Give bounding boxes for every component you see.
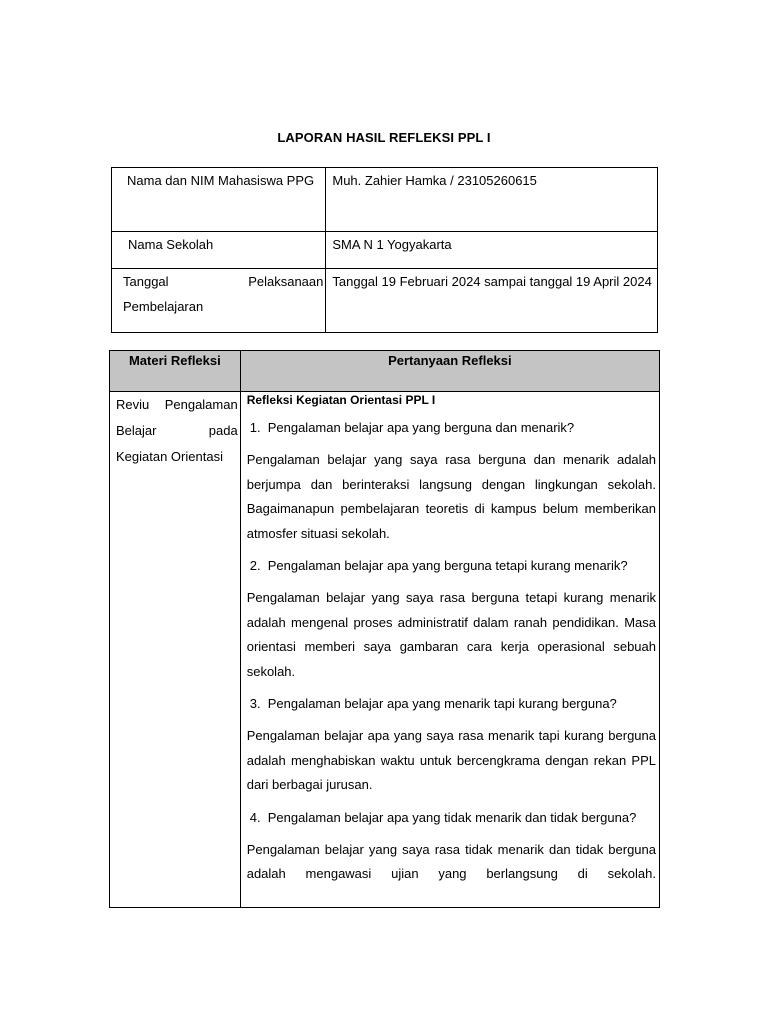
info-value-school: SMA N 1 Yogyakarta: [326, 232, 658, 269]
section-title: Refleksi Kegiatan Orientasi PPL I: [246, 393, 436, 407]
document-title: LAPORAN HASIL REFLEKSI PPL I: [277, 130, 491, 145]
answer-text: Pengalaman belajar yang saya rasa berguna tetapi kurang menarik adalah mengenal proses administratif dalam ranah pendidikan. Masa orientasi memberi saya gambaran cara kerja operasional sebuah sekolah.: [246, 590, 656, 679]
question-item: [247, 692, 656, 716]
info-table: [111, 167, 658, 333]
question-number: 4.: [249, 809, 261, 825]
answer-text: Pengalaman belajar yang saya rasa berguna dan menarik adalah berjumpa dan berinteraksi langsung dengan lingkungan sekolah. Bagaimanapun pembelajaran teoretis di kampus belum memberikan atmosfer situasi sekolah.: [246, 452, 656, 541]
info-label-date: Tanggal Pelaksanaan Pembelajaran: [112, 269, 326, 333]
info-row-name: [112, 168, 658, 232]
question-item: [247, 554, 656, 578]
reflection-table: [109, 350, 660, 908]
info-value-name: Muh. Zahier Hamka / 23105260615: [326, 168, 658, 232]
question-text: Pengalaman belajar apa yang berguna tetapi kurang menarik?: [267, 558, 628, 573]
materi-cell: [110, 392, 241, 908]
info-label-name: Nama dan NIM Mahasiswa PPG: [112, 168, 326, 232]
header-materi: Materi Refleksi: [110, 351, 241, 392]
question-number: 3.: [249, 696, 261, 711]
reflection-body-row: [110, 392, 660, 908]
pertanyaan-cell: [240, 392, 659, 908]
question-text: Pengalaman belajar apa yang tidak menarik dan tidak berguna?: [267, 809, 637, 825]
header-pertanyaan: Pertanyaan Refleksi: [240, 351, 659, 392]
info-value-date: Tanggal 19 Februari 2024 sampai tanggal 19 April 2024: [326, 269, 658, 333]
question-item: [247, 806, 656, 830]
reflection-header-row: [110, 351, 660, 392]
info-row-school: [112, 232, 658, 269]
question-item: [247, 416, 656, 440]
question-number: 1.: [249, 420, 261, 435]
answer-text: Pengalaman belajar yang saya rasa tidak menarik dan tidak berguna adalah mengawasi ujian yang berlangsung di sekolah.: [246, 841, 656, 881]
answer-text: Pengalaman belajar apa yang saya rasa menarik tapi kurang berguna adalah menghabiskan waktu untuk bercengkrama dengan rekan PPL dari berbagai jurusan.: [246, 728, 656, 792]
info-row-date: [112, 269, 658, 333]
question-text: Pengalaman belajar apa yang berguna dan menarik?: [267, 420, 575, 435]
question-number: 2.: [249, 558, 261, 573]
materi-text: Reviu Pengalaman Belajar pada Kegiatan Orientasi: [116, 397, 238, 464]
info-label-school: Nama Sekolah: [112, 232, 326, 269]
question-text: Pengalaman belajar apa yang menarik tapi kurang berguna?: [267, 696, 617, 711]
